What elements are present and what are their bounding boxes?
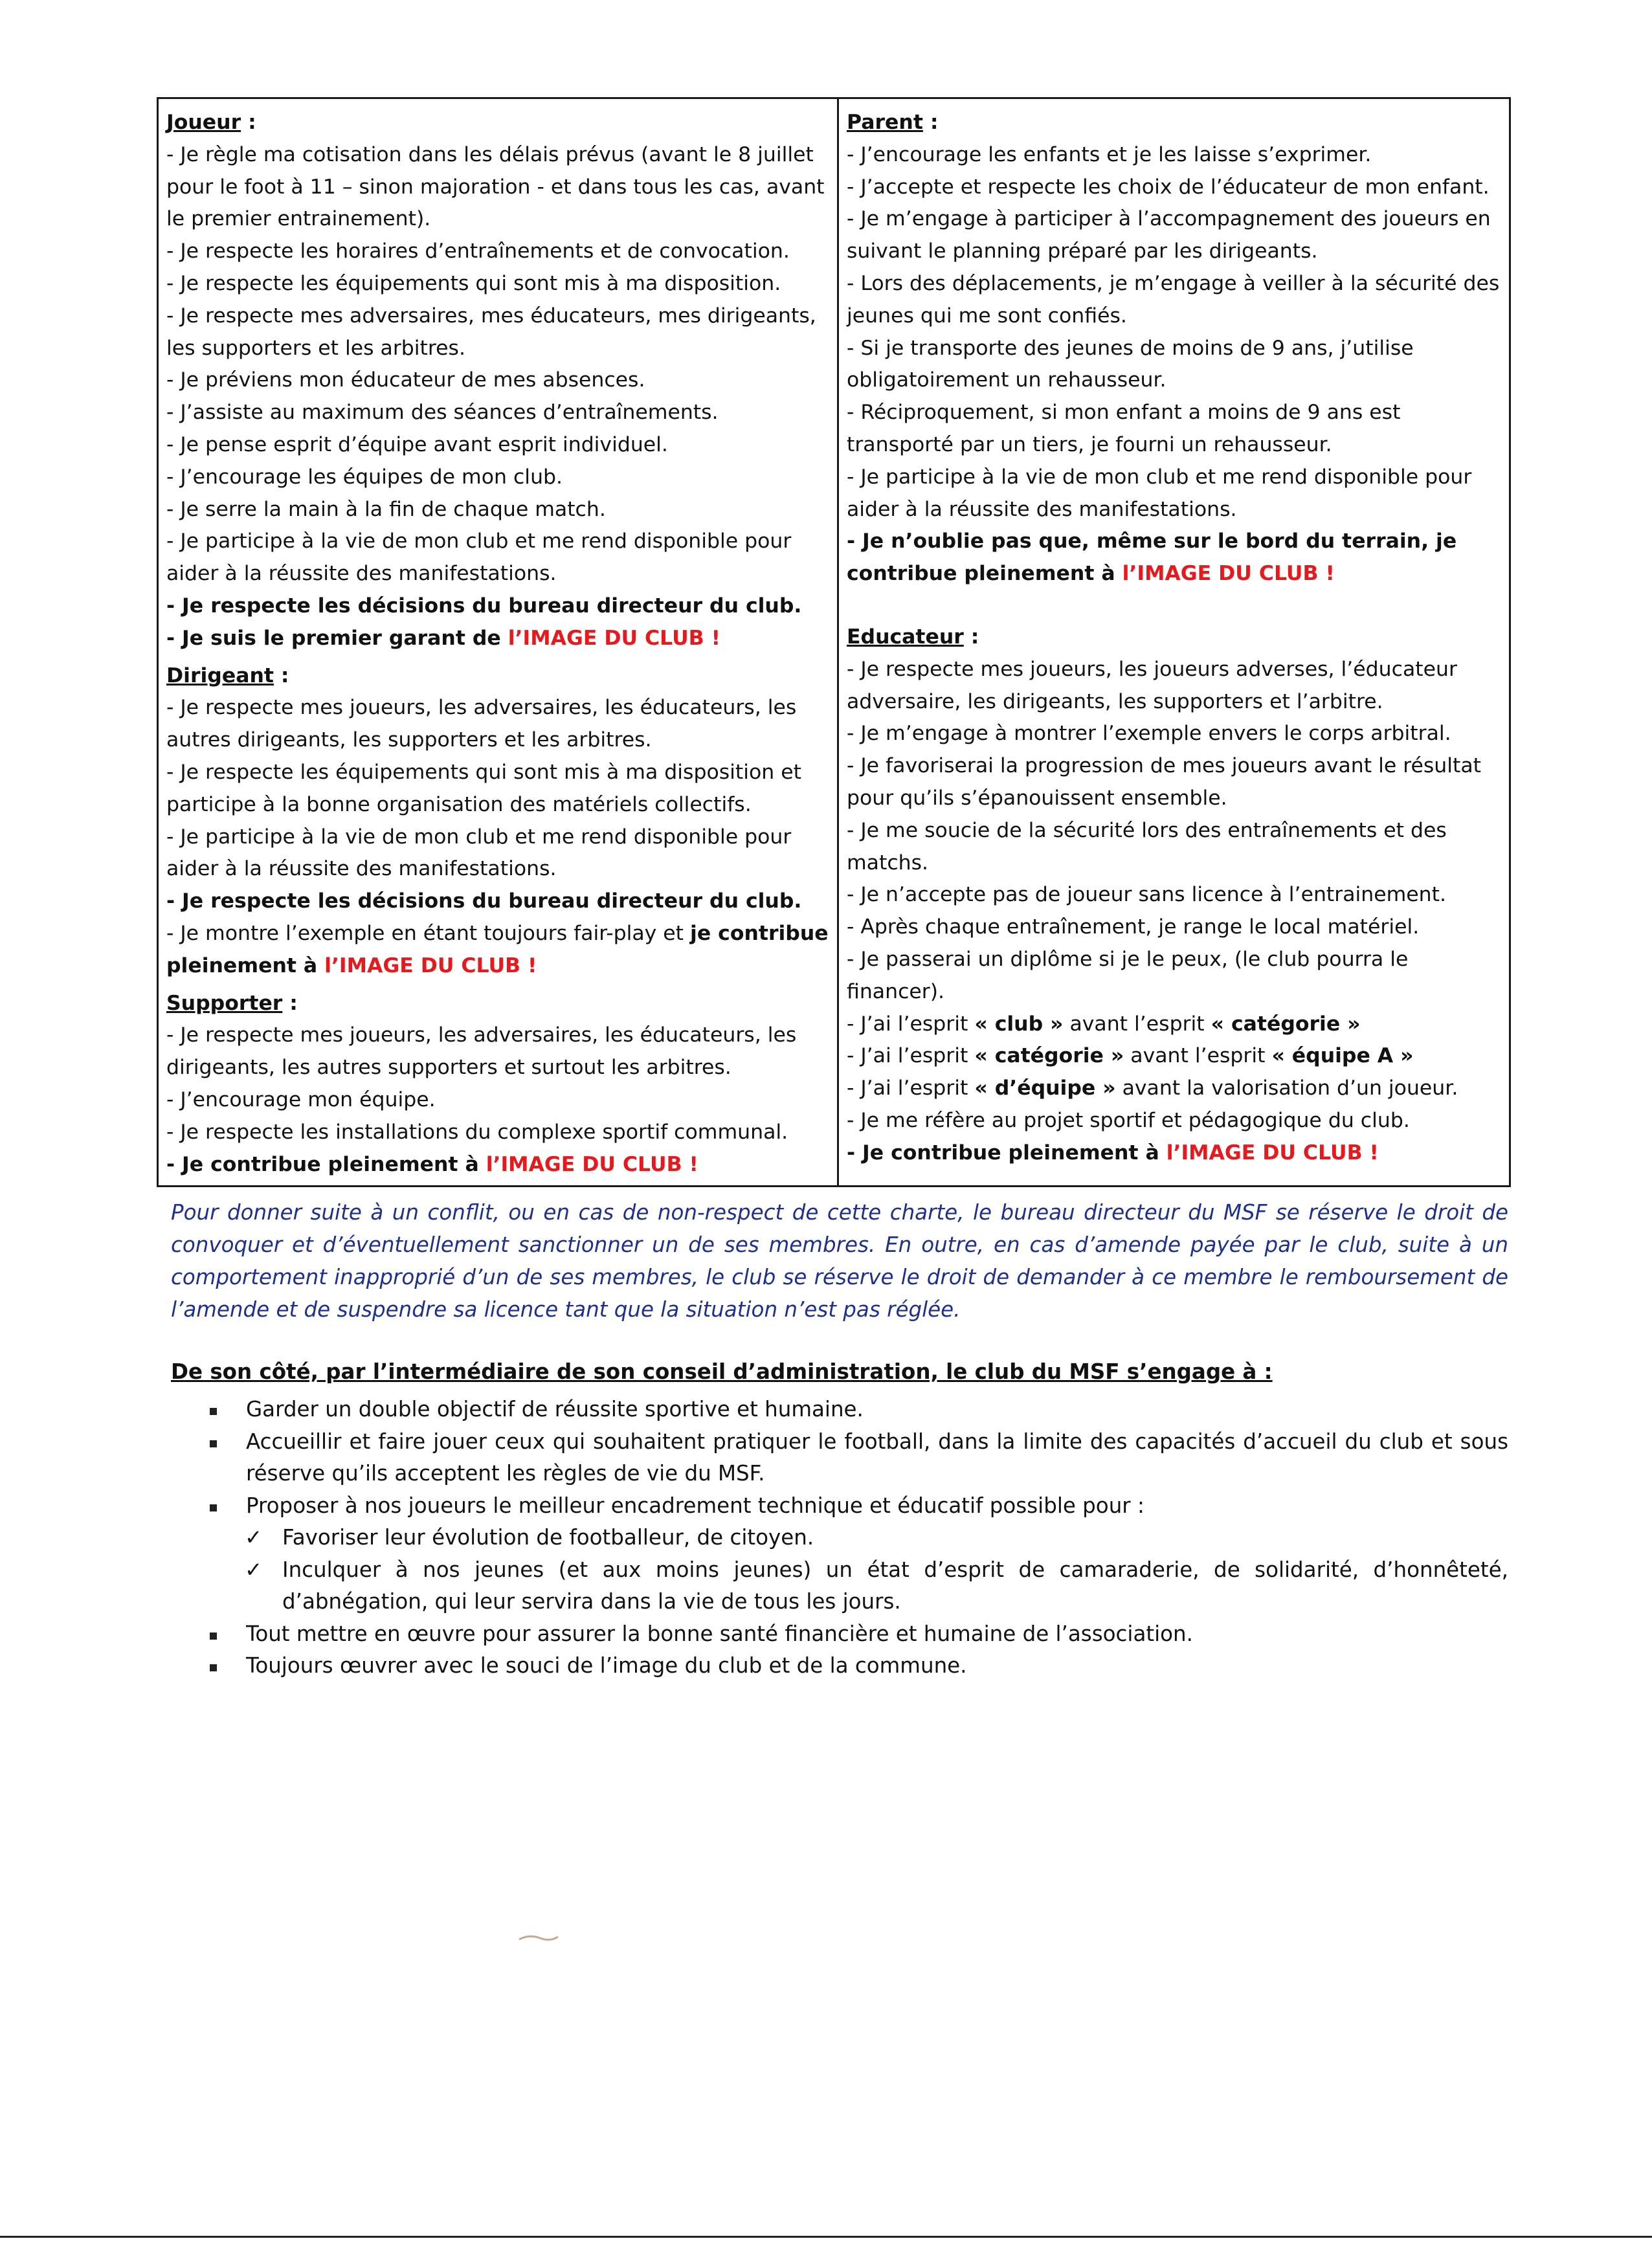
educateur-line: - Je n’accepte pas de joueur sans licence à l’entrainement.	[847, 883, 1447, 907]
educateur-line: - Je me soucie de la sécurité lors des entraînements et des matchs.	[847, 818, 1447, 875]
educateur-heading: Educateur :	[847, 625, 979, 649]
educateur-esprit-line: - J’ai l’esprit « club » avant l’esprit « catégorie »	[847, 1012, 1361, 1036]
joueur-line: - J’assiste au maximum des séances d’entraînements.	[166, 401, 719, 425]
educateur-line: - Je me réfère au projet sportif et pédagogique du club.	[847, 1108, 1410, 1132]
dirigeant-heading: Dirigeant :	[166, 663, 289, 687]
educateur-esprit-line: - J’ai l’esprit « catégorie » avant l’esprit « équipe A »	[847, 1044, 1414, 1068]
parent-line: - Lors des déplacements, je m’engage à veiller à la sécurité des jeunes qui me sont confiés.	[847, 271, 1500, 328]
educateur-line: - Après chaque entraînement, je range le local matériel.	[847, 915, 1420, 939]
scan-smudge	[518, 1933, 559, 1942]
engagement-item: Accueillir et faire jouer ceux qui souhaitent pratiquer le football, dans la limite des capacités d’accueil du club et sous réserve qu’ils acceptent les règles de vie du MSF.	[246, 1429, 1508, 1486]
supporter-heading: Supporter :	[166, 991, 298, 1015]
engagement-title: De son côté, par l’intermédiaire de son conseil d’administration, le club du MSF s’engage à :	[171, 1359, 1273, 1384]
dirigeant-line: - Je participe à la vie de mon club et me rend disponible pour aider à la réussite des manifestations.	[166, 825, 792, 881]
joueur-list	[166, 139, 837, 655]
supporter-list	[166, 1020, 837, 1181]
sanction-notice: Pour donner suite à un conflit, ou en cas de non-respect de cette charte, le bureau directeur du MSF se réserve le droit de convoquer et d’éventuellement sanctionner un de ses membres. En outre, en cas d’amende payée par le club, suite à un comportement inapproprié d’un de ses membres, le club se réserve le droit de demander à ce membre le remboursement de l’amende et de suspendre sa licence tant que la situation n’est pas réglée.	[171, 1200, 1508, 1322]
educateur-closing: - Je contribue pleinement à l’IMAGE DU CLUB !	[847, 1141, 1379, 1165]
engagement-item: Toujours œuvrer avec le souci de l’image du club et de la commune.	[246, 1653, 967, 1678]
engagement-list	[207, 1394, 1508, 1682]
educateur-list	[847, 654, 1509, 1170]
dirigeant-closing: - Je montre l’exemple en étant toujours fair-play et je contribue pleinement à l’IMAGE DU CLUB !	[166, 921, 829, 977]
engagement-subitem: ✓ Favoriser leur évolution de footballeur, de citoyen.	[207, 1522, 1508, 1554]
dirigeant-list	[166, 692, 837, 982]
parent-closing: - Je n’oublie pas que, même sur le bord du terrain, je contribue pleinement à l’IMAGE DU CLUB !	[847, 530, 1457, 586]
joueur-heading: Joueur :	[166, 111, 256, 134]
joueur-line: - Je respecte mes adversaires, mes éducateurs, mes dirigeants, les supporters et les arbitres.	[166, 304, 816, 360]
checkmark-icon: ✓	[245, 1557, 263, 1582]
parent-line: - J’encourage les enfants et je les laisse s’exprimer.	[847, 142, 1372, 166]
supporter-line: - J’encourage mon équipe.	[166, 1087, 436, 1111]
engagement-subitem: ✓ Inculquer à nos jeunes (et aux moins jeunes) un état d’esprit de camaraderie, de solidarité, d’honnêteté, d’abnégation, qui leur servira dans la vie de tous les jours.	[207, 1554, 1508, 1618]
page-bottom-edge	[0, 2236, 1652, 2238]
parent-heading: Parent :	[847, 111, 939, 134]
engagement-item: Tout mettre en œuvre pour assurer la bonne santé financière et humaine de l’association.	[246, 1621, 1193, 1646]
joueur-line: - Je règle ma cotisation dans les délais prévus (avant le 8 juillet pour le foot à 11 – sinon majoration - et dans tous les cas, avant le premier entrainement).	[166, 142, 825, 231]
dirigeant-line: - Je respecte mes joueurs, les adversaires, les éducateurs, les autres dirigeants, les supporters et les arbitres.	[166, 696, 797, 752]
parent-line: - Si je transporte des jeunes de moins de 9 ans, j’utilise obligatoirement un rehausseur.	[847, 336, 1414, 392]
left-column	[159, 99, 837, 1185]
supporter-line: - Je respecte les installations du complexe sportif communal.	[166, 1120, 788, 1144]
checkmark-icon: ✓	[245, 1525, 263, 1550]
joueur-closing: - Je suis le premier garant de l’IMAGE DU CLUB !	[166, 626, 720, 650]
dirigeant-bold-line: - Je respecte les décisions du bureau directeur du club.	[166, 889, 802, 913]
charter-table	[157, 97, 1511, 1187]
educateur-line: - Je passerai un diplôme si je le peux, (le club pourra le financer).	[847, 947, 1409, 1003]
joueur-line: - Je pense esprit d’équipe avant esprit individuel.	[166, 432, 668, 456]
engagement-item: Proposer à nos joueurs le meilleur encadrement technique et éducatif possible pour :	[246, 1493, 1144, 1518]
joueur-line: - Je participe à la vie de mon club et me rend disponible pour aider à la réussite des manifestations.	[166, 530, 792, 586]
parent-line: - Réciproquement, si mon enfant a moins de 9 ans est transporté par un tiers, je fourni un rehausseur.	[847, 401, 1401, 456]
parent-line: - J’accepte et respecte les choix de l’éducateur de mon enfant.	[847, 175, 1490, 199]
joueur-line: - Je respecte les équipements qui sont mis à ma disposition.	[166, 271, 781, 295]
right-column	[837, 99, 1509, 1185]
dirigeant-line: - Je respecte les équipements qui sont mis à ma disposition et participe à la bonne organisation des matériels collectifs.	[166, 760, 801, 816]
educateur-esprit-line: - J’ai l’esprit « d’équipe » avant la valorisation d’un joueur.	[847, 1076, 1458, 1100]
joueur-line: - Je serre la main à la fin de chaque match.	[166, 497, 606, 521]
educateur-line: - Je favoriserai la progression de mes joueurs avant le résultat pour qu’ils s’épanouissent ensemble.	[847, 754, 1482, 810]
parent-list	[847, 139, 1509, 590]
supporter-line: - Je respecte mes joueurs, les adversaires, les éducateurs, les dirigeants, les autres supporters et surtout les arbitres.	[166, 1023, 797, 1080]
parent-line: - Je participe à la vie de mon club et me rend disponible pour aider à la réussite des manifestations.	[847, 465, 1472, 521]
educateur-line: - Je respecte mes joueurs, les joueurs adverses, l’éducateur adversaire, les dirigeants, les supporters et l’arbitre.	[847, 657, 1457, 713]
joueur-line: - J’encourage les équipes de mon club.	[166, 465, 563, 489]
engagement-item: Garder un double objectif de réussite sportive et humaine.	[246, 1397, 864, 1421]
parent-line: - Je m’engage à participer à l’accompagnement des joueurs en suivant le planning préparé par les dirigeants.	[847, 207, 1491, 263]
supporter-closing: - Je contribue pleinement à l’IMAGE DU CLUB !	[166, 1152, 698, 1176]
joueur-line: - Je préviens mon éducateur de mes absences.	[166, 368, 645, 392]
joueur-line: - Je respecte les horaires d’entraînements et de convocation.	[166, 240, 790, 263]
joueur-bold-line: - Je respecte les décisions du bureau directeur du club.	[166, 594, 802, 618]
educateur-line: - Je m’engage à montrer l’exemple envers le corps arbitral.	[847, 722, 1451, 746]
